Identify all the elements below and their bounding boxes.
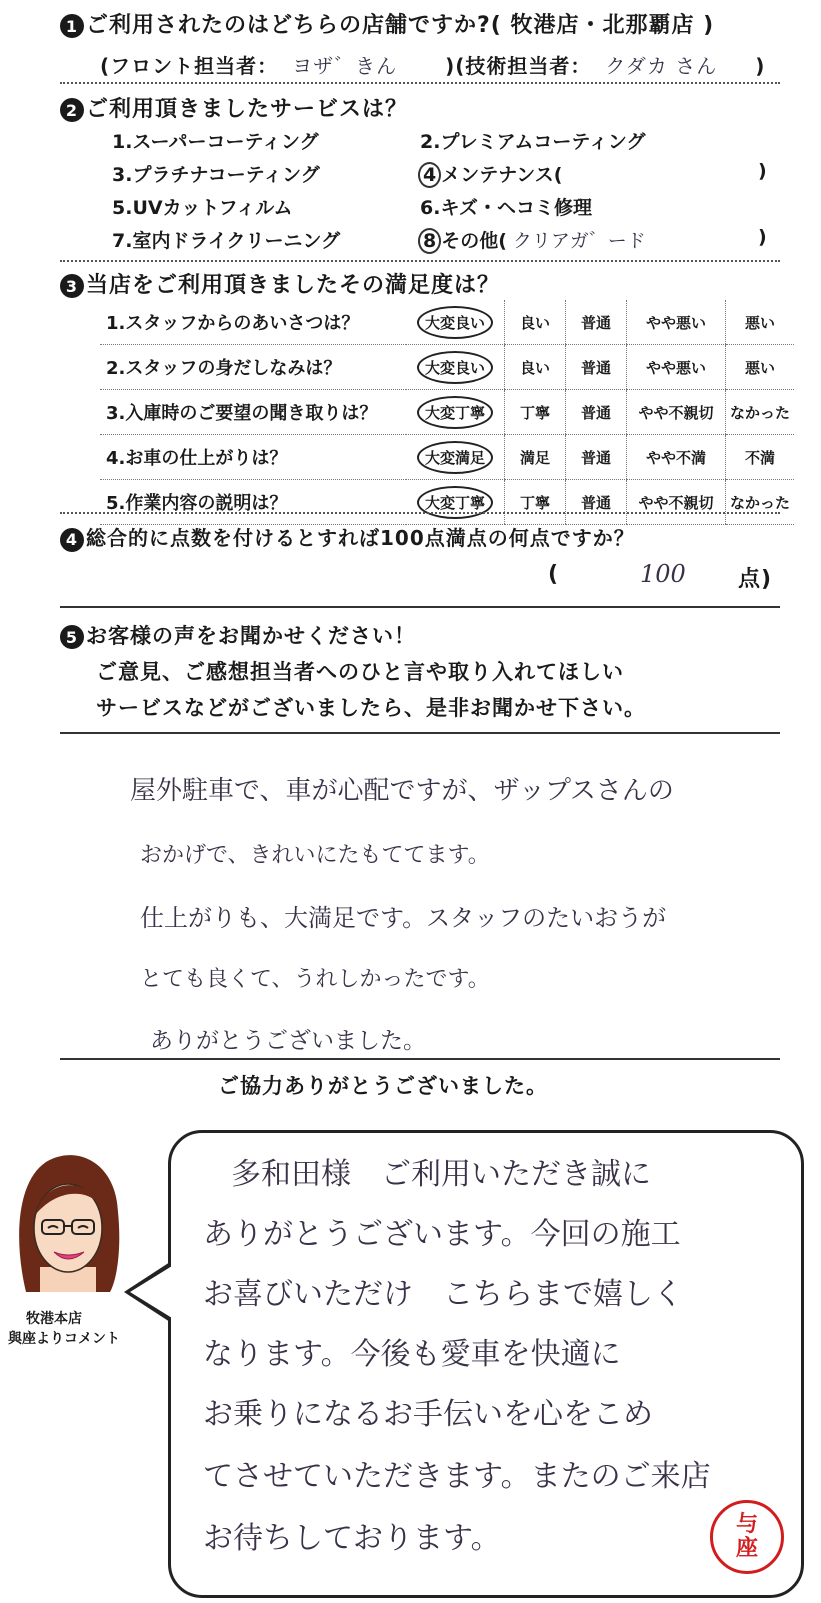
sat-selected-oval: 大変満足 bbox=[417, 441, 493, 474]
customer-comment-line-3: 仕上がりも、大満足です。スタッフのたいおうが bbox=[140, 904, 667, 932]
sat-option: やや悪い bbox=[627, 345, 726, 390]
divider-3 bbox=[60, 512, 780, 514]
stamp-char-2: 座 bbox=[735, 1536, 758, 1561]
sat-option: 満足 bbox=[505, 435, 566, 480]
reply-line-1: 多和田様 ご利用いただき誠に bbox=[231, 1157, 651, 1192]
divider-4 bbox=[60, 606, 780, 608]
q4-score-value: 100 bbox=[640, 560, 686, 588]
service-item-2: 2.プレミアムコーティング bbox=[420, 131, 646, 153]
sat-option: 普通 bbox=[566, 480, 627, 525]
customer-comment-line-2: おかげで、きれいにたもててます。 bbox=[140, 843, 490, 868]
staff-avatar bbox=[6, 1142, 130, 1302]
divider-5 bbox=[60, 732, 780, 734]
sat-option: 良い bbox=[505, 300, 566, 345]
sat-option: 丁寧 bbox=[505, 480, 566, 525]
sat-option: 丁寧 bbox=[505, 390, 566, 435]
sat-question-1: 1.スタッフからのあいさつは？ bbox=[100, 300, 406, 345]
sat-option: やや不親切 bbox=[627, 480, 726, 525]
q4-score-open: ( bbox=[548, 562, 560, 587]
sat-option-selected bbox=[406, 300, 505, 345]
table-row bbox=[100, 390, 794, 435]
q1-staff-row bbox=[100, 50, 765, 79]
sat-option: 普通 bbox=[566, 300, 627, 345]
service-item-5: 5.UVカットフィルム bbox=[112, 197, 293, 219]
q1-title-text: ご利用されたのはどちらの店舗ですか?( 牧港店・北那覇店 ) bbox=[86, 13, 715, 38]
speech-bubble bbox=[168, 1130, 804, 1598]
sat-question-2: 2.スタッフの身だしなみは？ bbox=[100, 345, 406, 390]
thanks-message: ご協力ありがとうございました。 bbox=[218, 1074, 548, 1098]
sat-option: 不満 bbox=[726, 435, 795, 480]
reply-line-2: ありがとうございます。今回の施工 bbox=[203, 1217, 681, 1252]
table-row bbox=[100, 480, 794, 525]
stamp-char-1: 与 bbox=[735, 1512, 758, 1537]
sat-option: 良い bbox=[505, 345, 566, 390]
customer-comment-line-1: 屋外駐車で、車が心配ですが、ザップスさんの bbox=[130, 776, 674, 806]
customer-comment-line-4: とても良くて、うれしかったです。 bbox=[140, 967, 490, 992]
sat-option: やや不満 bbox=[627, 435, 726, 480]
q5-instruction-line-1: ご意見、ご感想担当者へのひと言や取り入れてほしい bbox=[96, 660, 624, 684]
divider-6 bbox=[60, 1058, 780, 1060]
staff-avatar-illustration bbox=[6, 1142, 130, 1302]
sat-option: やや不親切 bbox=[627, 390, 726, 435]
q4-number-badge: 4 bbox=[60, 528, 84, 552]
sat-option: なかった bbox=[726, 480, 795, 525]
q1-title bbox=[60, 8, 714, 39]
tech-staff-value: クダカ さん bbox=[605, 54, 718, 78]
sat-option: やや悪い bbox=[627, 300, 726, 345]
service-item-4-circle: 4 bbox=[418, 162, 441, 188]
service-item-8 bbox=[418, 226, 646, 254]
staff-caption-line-2: 與座よりコメント bbox=[8, 1331, 120, 1347]
sat-option: 悪い bbox=[726, 345, 795, 390]
satisfaction-table bbox=[100, 300, 794, 525]
reply-line-3: お喜びいただけ こちらまで嬉しく bbox=[203, 1277, 683, 1312]
table-row bbox=[100, 345, 794, 390]
q5-instruction-line-2: サービスなどがございましたら、是非お聞かせ下さい。 bbox=[96, 696, 646, 720]
service-item-6: 6.キズ・ヘコミ修理 bbox=[420, 197, 593, 219]
service-item-8-label: その他( bbox=[441, 230, 507, 252]
q5-number-badge: 5 bbox=[60, 625, 84, 649]
sat-selected-oval: 大変良い bbox=[417, 351, 493, 384]
service-item-4-close: ) bbox=[758, 160, 767, 182]
q1-close-paren: ) bbox=[755, 54, 766, 78]
q4-score-unit: 点) bbox=[738, 567, 773, 592]
sat-option-selected bbox=[406, 480, 505, 525]
sat-selected-oval: 大変良い bbox=[417, 306, 493, 339]
q2-title-text: ご利用頂きましたサービスは？ bbox=[86, 97, 409, 122]
q2-title bbox=[60, 92, 408, 123]
sat-option: 普通 bbox=[566, 435, 627, 480]
service-item-3: 3.プラチナコーティング bbox=[112, 164, 320, 186]
name-stamp bbox=[710, 1500, 784, 1574]
q4-title-text: 総合的に点数を付けるとすれば100点満点の何点ですか？ bbox=[86, 526, 635, 550]
q2-number-badge: 2 bbox=[60, 98, 84, 122]
reply-line-7: お待ちしております。 bbox=[203, 1521, 501, 1556]
service-item-8-value: クリアガ゛ード bbox=[512, 230, 646, 252]
q1-number-badge: 1 bbox=[60, 14, 84, 38]
q3-title bbox=[60, 268, 500, 299]
speech-bubble-tail-inner bbox=[130, 1266, 172, 1318]
tech-staff-label: )(技術担当者： bbox=[445, 54, 592, 78]
sat-option: 普通 bbox=[566, 390, 627, 435]
service-item-4 bbox=[418, 160, 562, 188]
service-item-7: 7.室内ドライクリーニング bbox=[112, 230, 341, 252]
customer-comment-line-5: ありがとうございました。 bbox=[150, 1028, 426, 1054]
q5-title bbox=[60, 620, 416, 650]
q3-title-text: 当店をご利用頂きましたその満足度は？ bbox=[86, 273, 501, 298]
sat-option: 普通 bbox=[566, 345, 627, 390]
service-item-1: 1.スーパーコーティング bbox=[112, 131, 319, 153]
reply-line-4: なります。今後も愛車を快適に bbox=[203, 1337, 621, 1372]
divider-1 bbox=[60, 82, 780, 84]
sat-selected-oval: 大変丁寧 bbox=[417, 396, 493, 429]
sat-option-selected bbox=[406, 345, 505, 390]
service-item-8-circle: 8 bbox=[418, 228, 441, 254]
sat-question-4: 4.お車の仕上がりは？ bbox=[100, 435, 406, 480]
front-staff-value: ヨザ゛きん bbox=[292, 54, 398, 78]
sat-option: 悪い bbox=[726, 300, 795, 345]
q3-number-badge: 3 bbox=[60, 274, 84, 298]
front-staff-label: (フロント担当者： bbox=[100, 54, 279, 78]
sat-option: なかった bbox=[726, 390, 795, 435]
reply-line-6: てさせていただきます。またのご来店 bbox=[203, 1459, 711, 1494]
divider-2 bbox=[60, 260, 780, 262]
sat-selected-oval: 大変丁寧 bbox=[417, 486, 493, 519]
sat-option-selected bbox=[406, 390, 505, 435]
staff-caption-line-1: 牧港本店 bbox=[26, 1311, 82, 1327]
sat-question-3: 3.入庫時のご要望の聞き取りは？ bbox=[100, 390, 406, 435]
service-item-8-close: ) bbox=[758, 226, 767, 248]
sat-option-selected bbox=[406, 435, 505, 480]
sat-question-5: 5.作業内容の説明は？ bbox=[100, 480, 406, 525]
service-item-4-label: メンテナンス( bbox=[441, 164, 563, 186]
table-row bbox=[100, 435, 794, 480]
q4-title bbox=[60, 522, 635, 552]
q5-title-text: お客様の声をお聞かせください！ bbox=[86, 624, 416, 648]
table-row bbox=[100, 300, 794, 345]
reply-line-5: お乗りになるお手伝いを心をこめ bbox=[203, 1397, 653, 1432]
